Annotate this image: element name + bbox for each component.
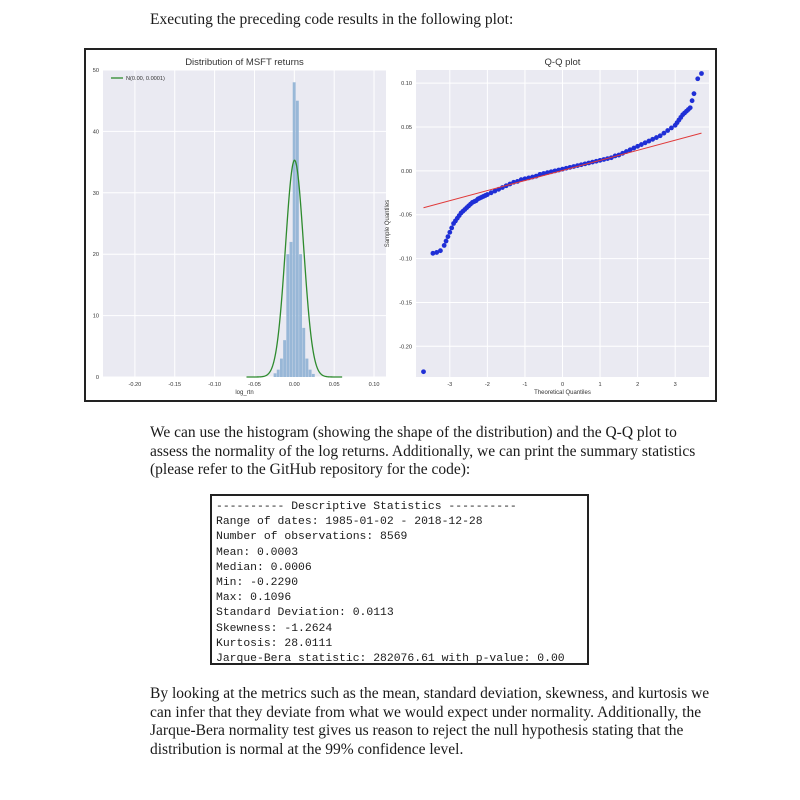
y-axis-label: Sample Quantiles <box>385 199 391 248</box>
plot-area <box>103 70 386 377</box>
descriptive-statistics-box <box>210 494 589 665</box>
paragraph-histogram-qq: We can use the histogram (showing the shape of the distribution) and the Q-Q plot to assess the normality of the log returns. Additionally, we can print the summary statistics (please refer to the GitHub repository for the code): <box>150 424 696 479</box>
qq-plot-chart <box>385 57 709 396</box>
stat-line: Min: -0.2290 <box>216 577 299 590</box>
hist-bar <box>309 370 312 377</box>
hist-bar <box>290 242 293 377</box>
y-tick-label: 0.05 <box>401 125 412 132</box>
x-tick-label: -0.20 <box>128 382 142 388</box>
y-tick-label: 30 <box>92 190 99 197</box>
qq-point <box>699 71 704 76</box>
intro-text: Executing the preceding code results in the following plot: <box>150 11 514 28</box>
paragraph-conclusion: By looking at the metrics such as the mean, standard deviation, skewness, and kurtosis we can infer that they deviate from what we would expect under normality. Additionally, the Jarque-Bera normality test gives us reason to reject the null hypothesis stating that the distribution is normal at the 99% confidence level. <box>150 685 710 758</box>
x-tick-label: 0.05 <box>328 382 340 388</box>
qq-point <box>449 225 454 230</box>
hist-bar <box>299 254 302 377</box>
y-tick-label: 0 <box>95 375 99 381</box>
hist-bar <box>274 373 277 377</box>
hist-bar <box>293 82 296 377</box>
y-tick-label: 20 <box>92 252 99 259</box>
x-tick-label: -0.05 <box>248 382 261 388</box>
stat-line: Range of dates: 1985-01-02 - 2018-12-28 <box>216 516 483 529</box>
x-tick-label: -1 <box>522 382 528 388</box>
stat-line: ---------- Descriptive Statistics ---------- <box>216 501 517 513</box>
y-tick-label: -0.20 <box>399 344 412 351</box>
hist-bar <box>280 359 283 377</box>
chart-title: Distribution of MSFT returns <box>185 57 304 68</box>
qq-point <box>442 243 447 248</box>
stat-line: Standard Deviation: 0.0113 <box>216 607 394 620</box>
x-tick-label: -3 <box>447 382 453 388</box>
y-tick-label: -0.15 <box>399 300 412 307</box>
x-axis-label: log_rtn <box>235 390 254 396</box>
stat-line: Max: 0.1096 <box>216 592 292 605</box>
qq-point <box>421 369 426 374</box>
qq-point <box>695 76 700 81</box>
x-tick-label: 1 <box>598 382 602 388</box>
x-tick-label: 3 <box>673 382 677 388</box>
y-tick-label: -0.10 <box>399 256 412 263</box>
y-tick-label: 0.10 <box>401 81 412 88</box>
qq-point <box>438 248 443 253</box>
qq-point <box>690 98 695 103</box>
legend-label: N(0.00, 0.0001) <box>126 76 165 82</box>
stat-line: Skewness: -1.2624 <box>216 622 333 635</box>
x-axis-label: Theoretical Quantiles <box>534 390 591 396</box>
histogram-chart <box>93 57 386 396</box>
figure-svg <box>86 50 715 400</box>
hist-bar <box>286 254 289 377</box>
x-tick-label: 2 <box>636 382 640 388</box>
hist-bar <box>277 370 280 377</box>
y-tick-label: 50 <box>92 68 99 74</box>
stat-line: Jarque-Bera statistic: 282076.61 with p-value: 0.00 <box>216 653 565 666</box>
chart-title: Q-Q plot <box>544 57 581 68</box>
stat-line: Median: 0.0006 <box>216 561 312 574</box>
qq-point <box>688 105 693 110</box>
qq-point <box>692 91 697 96</box>
figure <box>84 48 717 402</box>
x-tick-label: -0.10 <box>208 382 221 388</box>
y-tick-label: 10 <box>92 313 99 320</box>
qq-point <box>444 239 449 244</box>
stat-line: Kurtosis: 28.0111 <box>216 637 333 650</box>
y-tick-label: 40 <box>92 129 99 136</box>
x-tick-label: 0.00 <box>288 382 300 388</box>
stat-line: Number of observations: 8569 <box>216 531 408 544</box>
stat-line: Mean: 0.0003 <box>216 546 299 559</box>
hist-bar <box>283 340 286 377</box>
y-tick-label: 0.00 <box>401 168 412 175</box>
x-tick-label: 0 <box>560 382 565 388</box>
x-tick-label: -0.15 <box>168 382 182 388</box>
hist-bar <box>305 359 308 377</box>
hist-bar <box>302 328 305 377</box>
x-tick-label: -2 <box>484 382 490 388</box>
qq-point <box>446 234 451 239</box>
hist-bar <box>312 374 315 377</box>
y-tick-label: -0.05 <box>399 212 412 219</box>
hist-bar <box>296 101 299 377</box>
x-tick-label: 0.10 <box>368 382 380 388</box>
qq-point <box>447 230 452 235</box>
